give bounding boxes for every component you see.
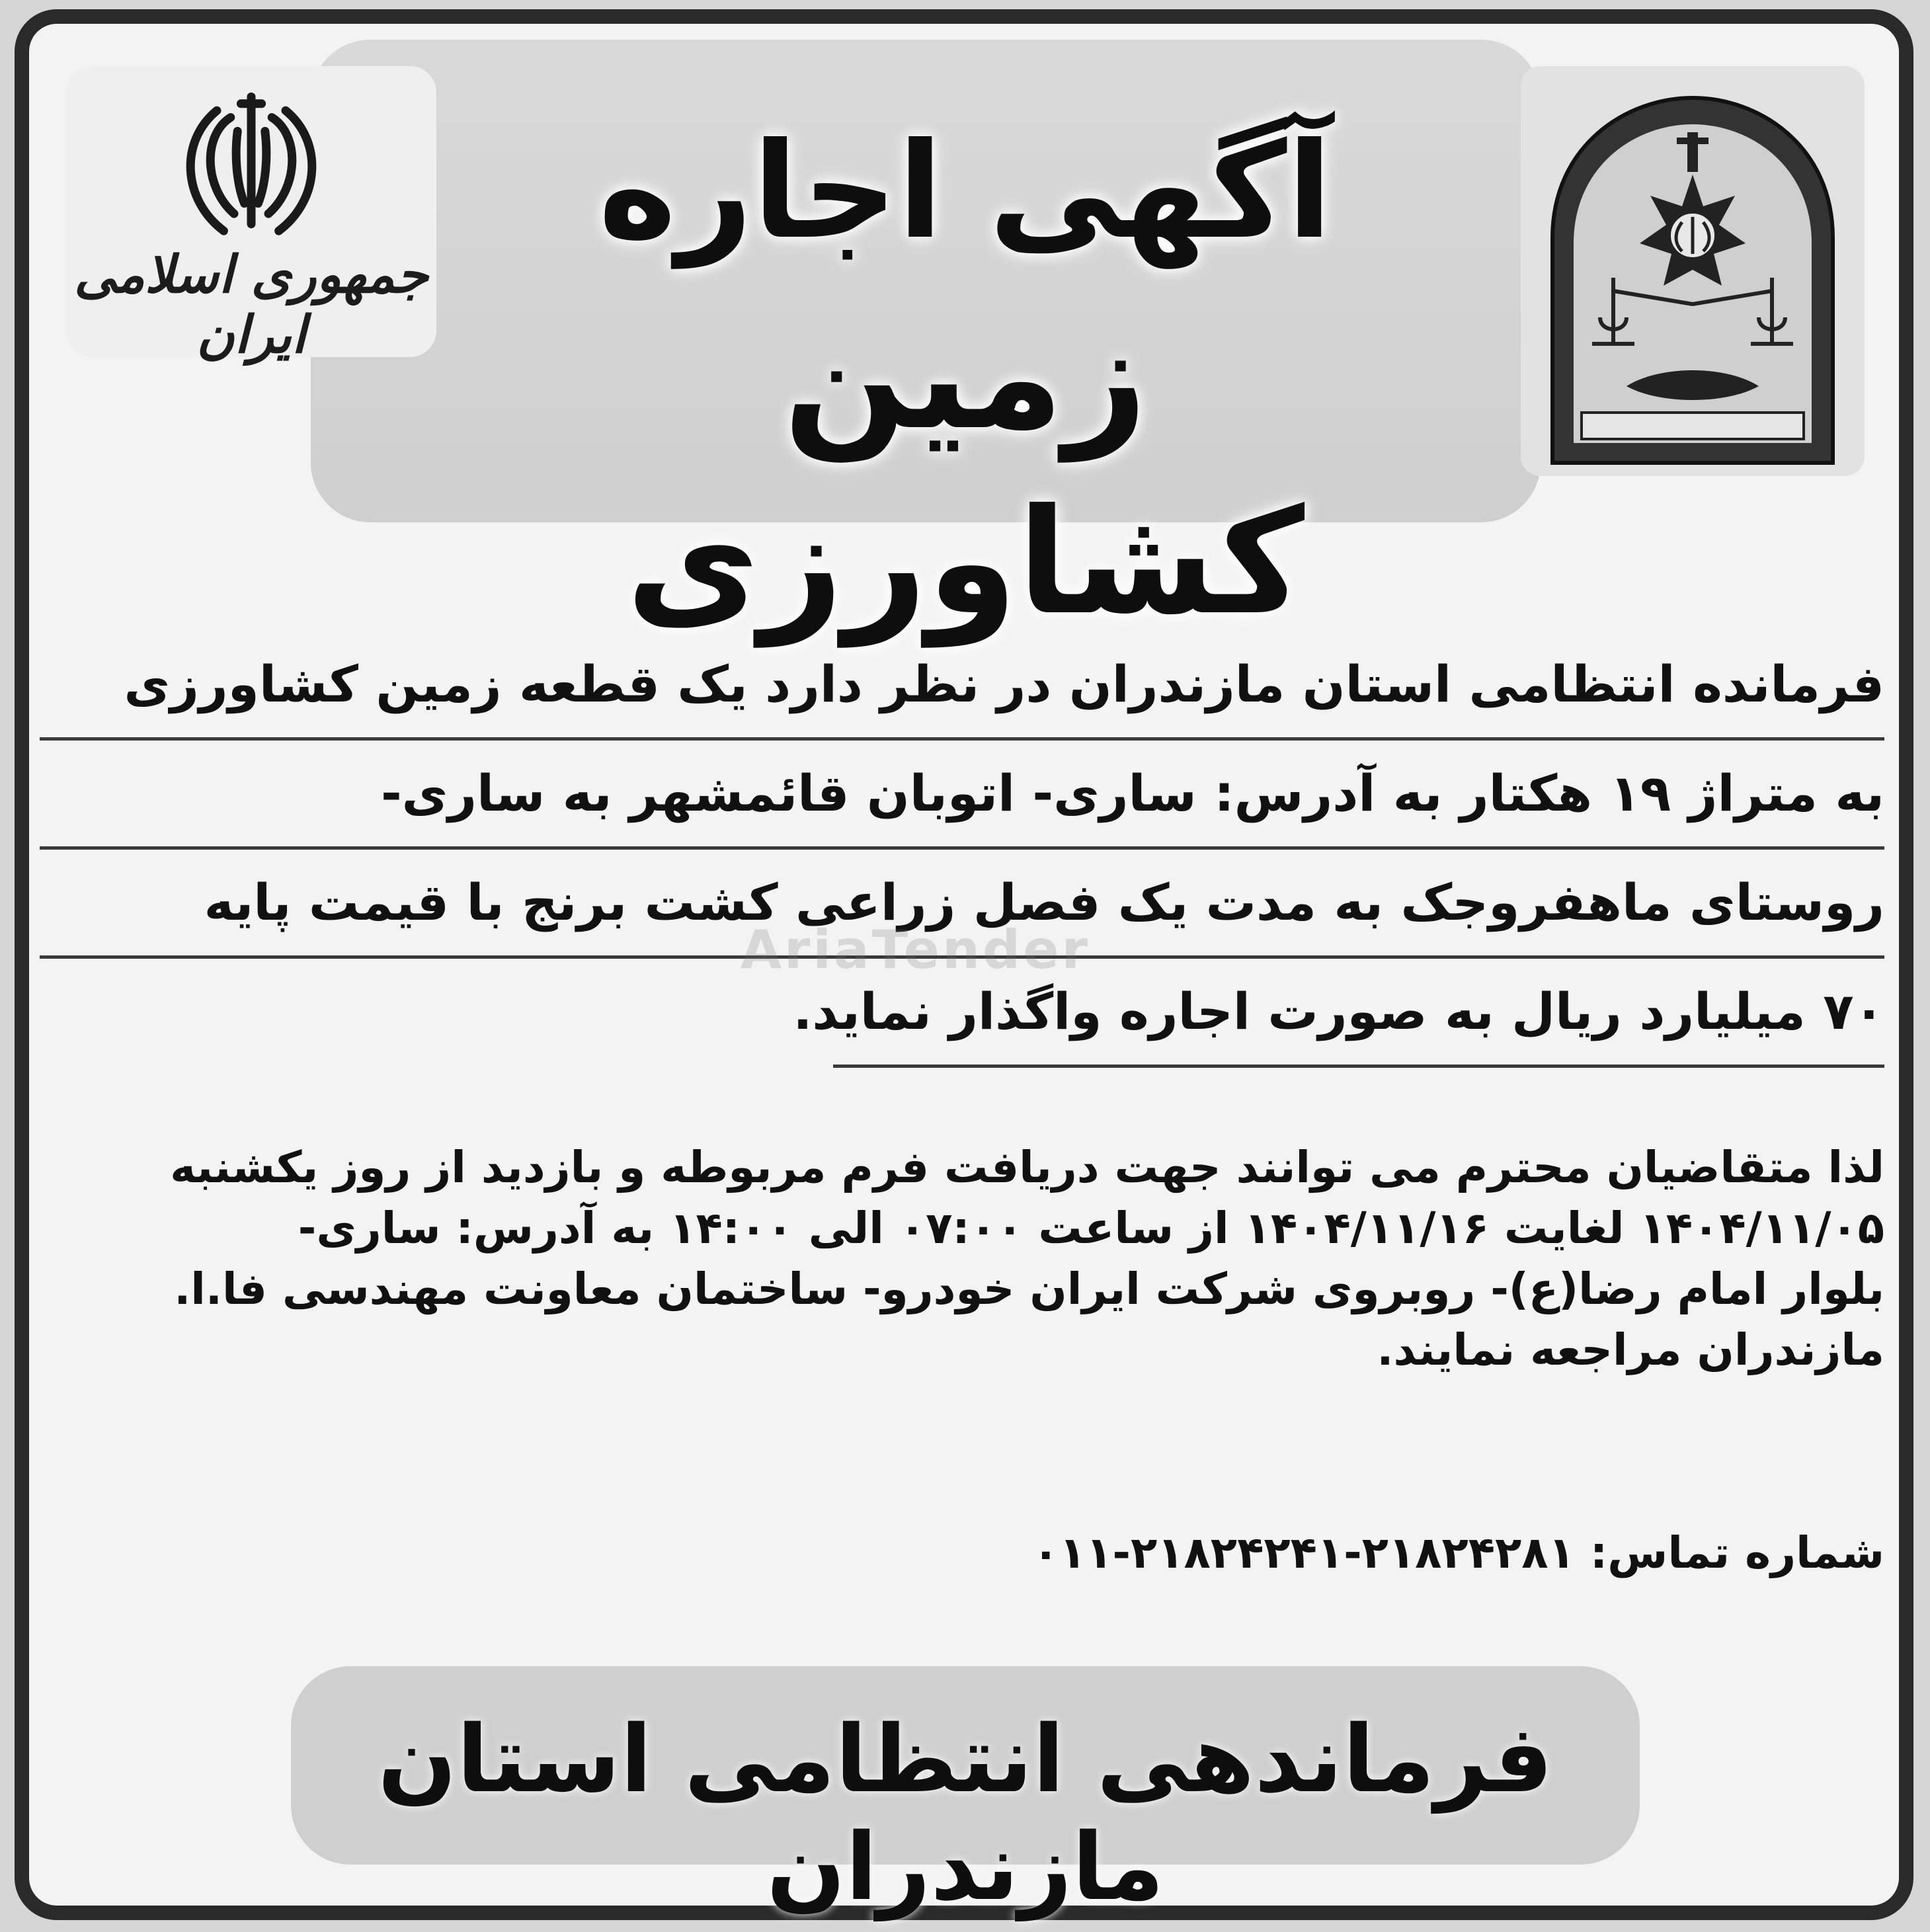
logo-caption: جمهوری اسلامی ایران (74, 245, 428, 365)
notice-body (40, 631, 1884, 1068)
police-badge (1521, 66, 1865, 476)
police-badge-icon (1534, 79, 1851, 476)
body-line-4: ۷۰ میلیارد ریال به صورت اجاره واگذار نماید. (833, 959, 1884, 1068)
title-line-2: زمین کشاورزی (625, 292, 1305, 647)
watermark: AriaTender (741, 919, 1090, 981)
body-line-3: روستای ماهفروجک به مدت یک فصل زراعی کشت برنج با قیمت پایه (40, 850, 1884, 959)
details-line-1: لذا متقاضیان محترم می توانند جهت دریافت فرم مربوطه و بازدید از روز یکشنبه (170, 1142, 1884, 1193)
footer-issuer: فرماندهی انتظامی استان مازندران (378, 1706, 1553, 1921)
title-line-1: آگهی اجاره (598, 114, 1332, 268)
details-line-4: مازندران مراجعه نمایند. (1377, 1324, 1884, 1375)
details-line-3: بلوار امام رضا(ع)- روبروی شرکت ایران خودرو- ساختمان معاونت مهندسی فا.ا. (174, 1264, 1884, 1314)
republic-logo (66, 66, 436, 365)
details-line-2: ۱۴۰۴/۱۱/۰۵ لغایت ۱۴۰۴/۱۱/۱۶ از ساعت ۰۷:۰۰ الی ۱۴:۰۰ به آدرس: ساری- (298, 1203, 1884, 1254)
body-line-2: به متراژ ۱۹ هکتار به آدرس: ساری- اتوبان قائمشهر به ساری- (40, 741, 1884, 850)
iran-emblem-icon (165, 73, 337, 245)
contact-number: شماره تماس: ۲۱۸۲۴۲۸۱-۲۱۸۲۴۲۴۱-۰۱۱ (1032, 1527, 1884, 1578)
footer-band (291, 1666, 1640, 1921)
notice-details (40, 1137, 1884, 1381)
notice-title (542, 99, 1388, 655)
body-line-1: فرمانده انتظامی استان مازندران در نظر دارد یک قطعه زمین کشاورزی (40, 631, 1884, 741)
